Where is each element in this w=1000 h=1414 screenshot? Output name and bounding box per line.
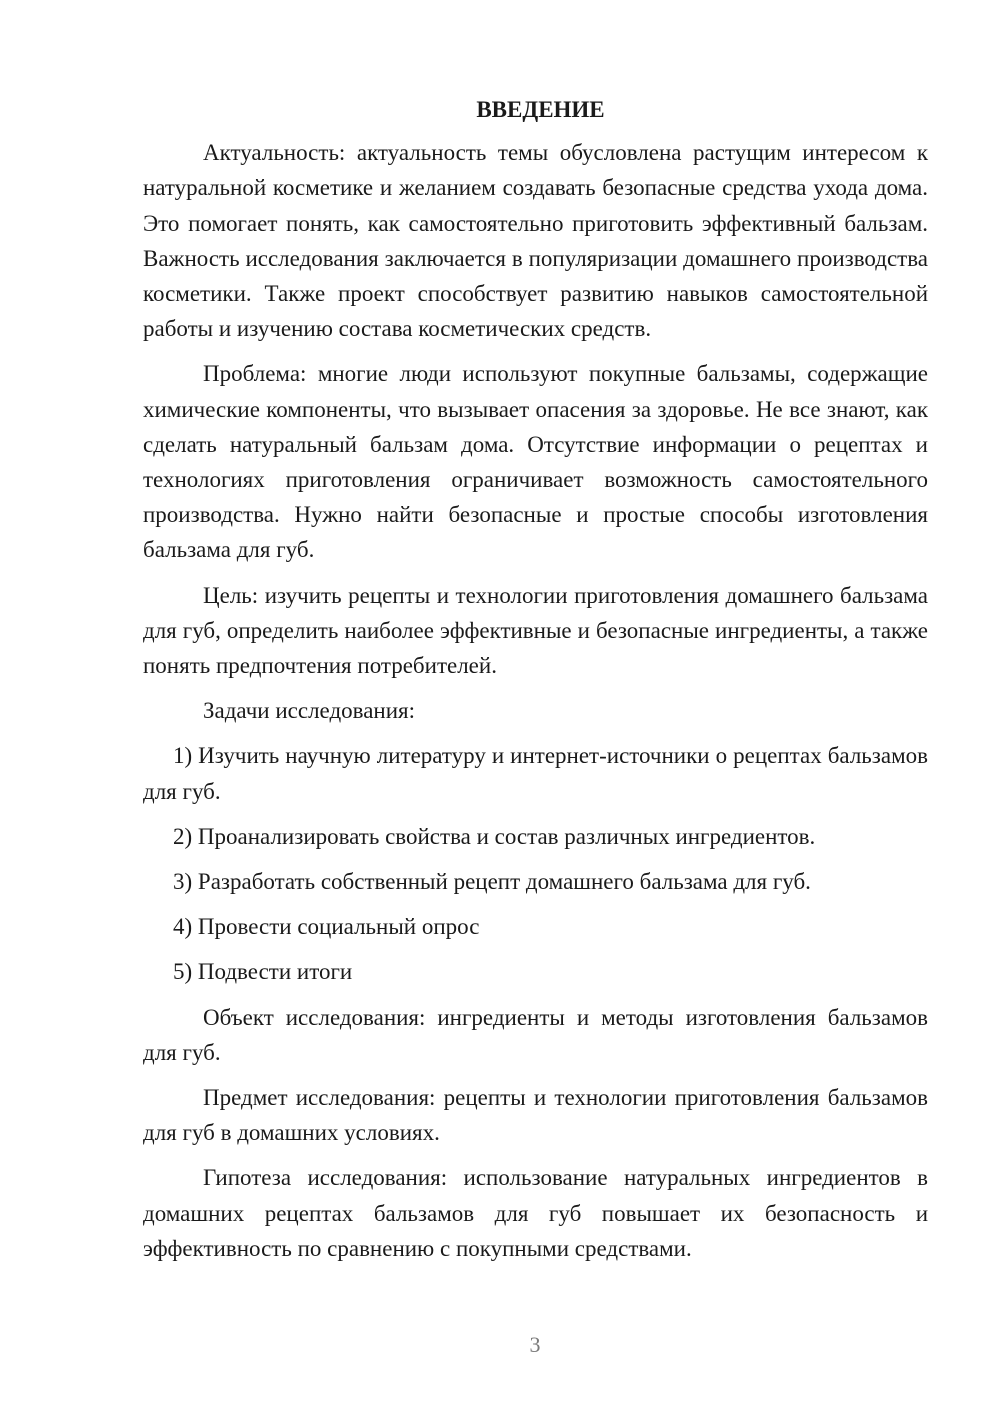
object-paragraph: Объект исследования: ингредиенты и методы изготовления бальзамов для губ. xyxy=(143,1004,928,1065)
relevance-paragraph: Актуальность: актуальность темы обусловлена растущим интересом к натуральной косметике и желанием создавать безопасные средства ухода дома. Это помогает понять, как самостоятельно приготовить эффективный бальзам. Важность исследования заключается в популяризации домашнего производства косметики. Также проект способствует развитию навыков самостоятельной работы и изучению состава косметических средств. xyxy=(143,140,928,342)
tasks-heading: Задачи исследования: xyxy=(203,698,416,724)
goal-paragraph: Цель: изучить рецепты и технологии приготовления домашнего бальзама для губ, определить наиболее эффективные и безопасные ингредиенты, а также понять предпочтения потребителей. xyxy=(143,582,928,679)
task-item: 2) Проанализировать свойства и состав различных ингредиентов. xyxy=(173,823,816,849)
task-item: 3) Разработать собственный рецепт домашнего бальзама для губ. xyxy=(173,869,811,895)
hypothesis-paragraph: Гипотеза исследования: использование натуральных ингредиентов в домашних рецептах бальзамов для губ повышает их безопасность и эффективность по сравнению с покупными средствами. xyxy=(143,1165,928,1261)
task-item: 5) Подвести итоги xyxy=(173,959,353,985)
task-item: 4) Провести социальный опрос xyxy=(173,914,480,940)
document-body xyxy=(143,92,928,1276)
page-number: 3 xyxy=(529,1332,541,1357)
problem-paragraph: Проблема: многие люди используют покупные бальзамы, содержащие химические компоненты, что вызывает опасения за здоровье. Не все знают, как сделать натуральный бальзам дома. Отсутствие информации о рецептах и технологиях приготовления ограничивает возможность самостоятельного производства. Нужно найти безопасные и простые способы изготовления бальзама для губ. xyxy=(143,361,928,563)
task-item: 1) Изучить научную литературу и интернет-источники о рецептах бальзамов для губ. xyxy=(143,743,928,804)
subject-paragraph: Предмет исследования: рецепты и технологии приготовления бальзамов для губ в домашних условиях. xyxy=(143,1085,928,1146)
section-title: ВВЕДЕНИЕ xyxy=(476,97,605,122)
